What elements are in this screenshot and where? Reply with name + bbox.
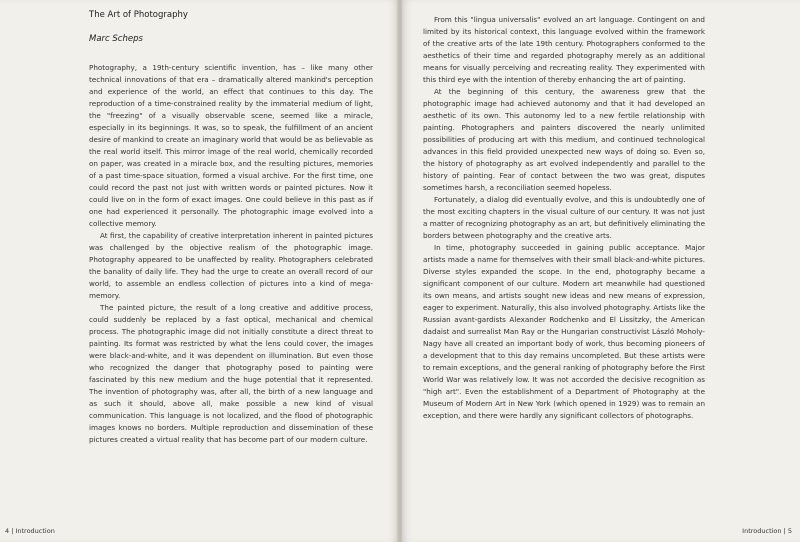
paragraph: At the beginning of this century, the awareness grew that the photographic image had achieved autonomy and that it had developed an aesthetic of its own. This autonomy led to a new fertile relationship with painting. Photographers and painters discovered the nearly unlimited possibilities of producing art with this medium, and continued technological advances in this field provided unexpected new ways of doing so. Even so, the history of photography as art evolved independently and parallel to the history of painting. Fear of contact between the two was great, disputes sometimes harsh, a reconciliation seemed hopeless. bbox=[423, 87, 705, 192]
article-title: The Art of Photography bbox=[89, 10, 188, 20]
paragraph: The painted picture, the result of a long creative and additive process, could suddenly be replaced by a fast optical, mechanical and chemical process. The photographic image did not initially constitute a direct threat to painting. Its format was restricted by what the lens could cover, the images were black-and-white, and it was dependent on illumination. But even those who recognized the danger that photography posed to painting were fascinated by this new medium and the huge potential that it represented. The invention of photography was, after all, the birth of a new language and as such it should, above all, make possible a new kind of visual communication. This language is not localized, and the flood of photographic images knows no borders. Multiple reproduction and dissemination of these pictures created a virtual reality that has become part of our modern culture. bbox=[89, 303, 373, 444]
right-page-footer: Introduction | 5 bbox=[742, 527, 792, 535]
left-page bbox=[0, 0, 398, 542]
right-page bbox=[402, 0, 800, 542]
paragraph: From this "lingua universalis" evolved an art language. Contingent on and limited by its historical context, this language evolved within the framework of the creative arts of the late 19th century. Photographers conformed to the aesthetics of their time and regarded photography merely as an additional means for visually perceiving and recreating reality. They experimented with this third eye with the intention of thereby enhancing the art of painting. bbox=[423, 15, 705, 84]
article-author: Marc Scheps bbox=[89, 34, 143, 44]
paragraph: At first, the capability of creative interpretation inherent in painted pictures was challenged by the objective realism of the photographic image. Photography appeared to be unaffected by reality. Photographers celebrated the banality of daily life. They had the urge to create an overall record of our world, to assemble an endless collection of pictures into a kind of mega-memory. bbox=[89, 231, 373, 300]
left-page-footer: 4 | Introduction bbox=[5, 527, 55, 535]
right-page-body bbox=[423, 14, 705, 422]
paragraph: Photography, a 19th-century scientific invention, has – like many other technical innovations of that era – dramatically altered mankind's perception and experience of the world, an effect that continues to this day. The reproduction of a time-constrained reality by the immaterial medium of light, the "freezing" of a visually observable scene, seemed like a miracle, especially in its beginnings. It was, so to speak, the fulfillment of an ancient desire of mankind to create an imaginary world that would be as believable as the real world itself. This mirror image of the real world, chemically recorded on paper, was created in a miracle box, and the resulting pictures, memories of a past time-space situation, formed a visual archive. For the first time, one could record the past not just with written words or painted pictures. Now it could live on in the form of exact images. One could believe in this past as if one had experienced it personally. The photographic image evolved into a collective memory. bbox=[89, 63, 373, 228]
left-page-body bbox=[89, 62, 373, 446]
paragraph: Fortunately, a dialog did eventually evolve, and this is undoubtedly one of the most exciting chapters in the visual culture of our century. It was not just a matter of recognizing photography as an art, but definitively eliminating the borders between photography and the creative arts. bbox=[423, 195, 705, 240]
paragraph: In time, photography succeeded in gaining public acceptance. Major artists made a name for themselves with their small black-and-white pictures. Diverse styles expanded the scope. In the end, photography became a significant component of our culture. Modern art meanwhile had questioned its own means, and artists sought new ideas and new means of expression, eager to experiment. Naturally, this also involved photography. Artists like the Russian avant-gardists Alexander Rodchenko and El Lissitzky, the American dadaist and surrealist Man Ray or the Hungarian constructivist László Moholy-Nagy have all created an important body of work, thus becoming pioneers of a development that to this day remains uncompleted. But these artists were to remain exceptions, and the general ranking of photography before the First World War was relatively low. It was not accorded the decisive recognition as "high art". Even the establishment of a Department of Photography at the Museum of Modern Art in New York (which opened in 1929) was to remain an exception, and there were hardly any significant collectors of photographs. bbox=[423, 243, 705, 420]
